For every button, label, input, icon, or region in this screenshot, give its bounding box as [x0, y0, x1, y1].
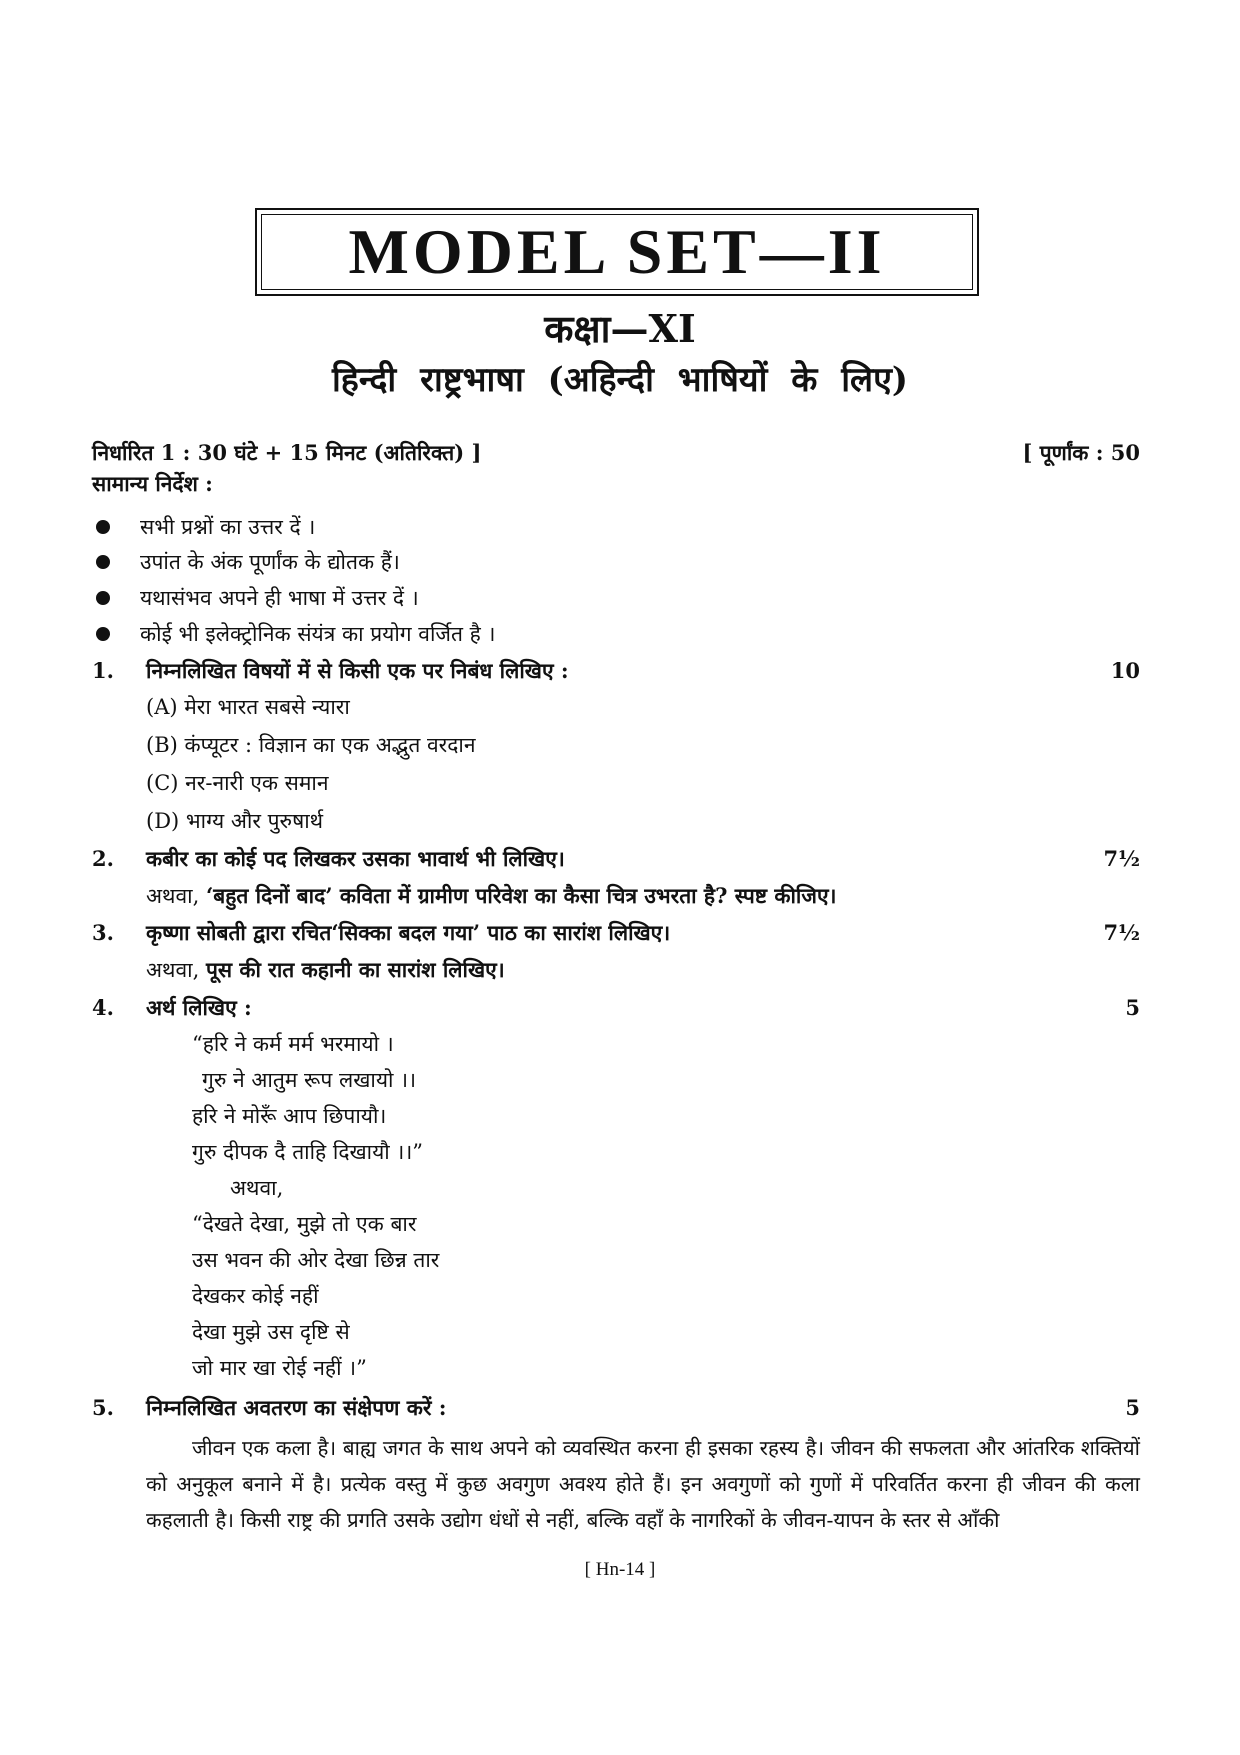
- question-3-text: कृष्णा सोबती द्वारा रचित‘सिक्का बदल गया’ पाठ का सारांश लिखिए।: [146, 920, 671, 945]
- bullet-icon: [96, 520, 110, 534]
- exam-page: MODEL SET—II कक्षा—XI हिन्दी राष्ट्रभाषा (अहिन्दी भाषियों के लिए) निर्धारित 1 : 30 घंटे + 15 मिनट (अतिरिक्त) ] [ पूर्णांक : 50 सामान्य निर्देश : सभी प्रश्नों का उत्तर दें । उपांत के अंक पूर्णांक के द्योतक हैं। यथासंभव अपने ही भाषा में उत्तर दें । कोई भी इलेक्ट्रोनिक संयंत्र का प्रयोग वर्जित है । 1. निम्नलिखित विषयों में से किसी एक पर निबंध लिखिए : 10 (A) मेरा भारत सबसे न्यारा (B) कंप्यूटर : विज्ञान का एक अद्भुत वरदान (C) नर-नारी एक समान (D) भाग्य और पुरुषार्थ 2. कबीर का कोई पद लिखकर उसका भावार्थ भी लिखिए। 7½ अथवा, ‘बहुत दिनों बाद’ कविता में ग्रामीण परिवेश का कैसा चित्र उभरता है? स्पष्ट कीजिए। 3. कृष्णा सोबती द्वारा रचित‘सिक्का बदल गया’ पाठ का सारांश लिखिए। 7½ अथवा, पूस की रात कहानी का सारांश लिखिए। 4. अर्थ लिखिए : 5 “हरि ने कर्म मर्म भरमायो । गुरु ने आतुम रूप लखायो ।। हरि ने मोरूँ आप छिपायौ। गुरु दीपक दै ताहि दिखायौ ।।” अथवा, “देखते देखा, मुझे तो एक बार उस भवन की ओर देखा छिन्न तार देखकर कोई नहीं देखा मुझे उस दृष्टि से जो मार खा रोई नहीं ।” 5. निम्नलिखित अवतरण का संक्षेपण करें : 5 जीवन एक कला है। बाह्य जगत के साथ अपने को व्यवस्थित करना ही इसका रहस्य है। जीवन की सफलता और आंतरिक शक्तियों को अनुकूल बनाने में है। प्रत्येक वस्तु में कुछ अवगुण अवश्य होते हैं। इन अवगुणों को गुणों में परिवर्तित करना ही जीवन की कला कहलाती है। किसी राष्ट्र की प्रगति उसके उद्योग धंधों से नहीं, बल्कि वहाँ के नागरिकों के जीवन-यापन के स्तर से आँकी [ Hn-14 ]: [0, 0, 1240, 1755]
- question-3-marks: 7½: [1103, 920, 1140, 945]
- question-number: 1.: [92, 658, 114, 683]
- time-allowed: निर्धारित 1 : 30 घंटे + 15 मिनट (अतिरिक्त) ]: [92, 440, 482, 465]
- question-number: 4.: [92, 995, 114, 1020]
- question-number: 5.: [92, 1395, 114, 1420]
- page-footer: [ Hn-14 ]: [584, 1559, 656, 1580]
- poem-line: गुरु ने आतुम रूप लखायो ।।: [202, 1068, 417, 1092]
- poem-line: जो मार खा रोई नहीं ।”: [192, 1356, 367, 1380]
- page-title: MODEL SET—II: [348, 216, 886, 287]
- class-heading: कक्षा—XI: [544, 306, 696, 351]
- subject-heading: हिन्दी राष्ट्रभाषा (अहिन्दी भाषियों के लिए): [332, 360, 908, 400]
- summary-passage: जीवन एक कला है। बाह्य जगत के साथ अपने को व्यवस्थित करना ही इसका रहस्य है। जीवन की सफलता और आंतरिक शक्तियों को अनुकूल बनाने में है। प्रत्येक वस्तु में कुछ अवगुण अवश्य होते हैं। इन अवगुणों को गुणों में परिवर्तित करना ही जीवन की कला कहलाती है। किसी राष्ट्र की प्रगति उसके उद्योग धंधों से नहीं, बल्कि वहाँ के नागरिकों के जीवन-यापन के स्तर से आँकी: [146, 1436, 1140, 1532]
- title-box: [255, 208, 979, 296]
- bullet-icon: [96, 627, 110, 641]
- question-2-marks: 7½: [1103, 846, 1140, 871]
- poem-line: “देखते देखा, मुझे तो एक बार: [192, 1212, 417, 1236]
- question-5-text: निम्नलिखित अवतरण का संक्षेपण करें :: [146, 1395, 447, 1420]
- option-d: (D) भाग्य और पुरुषार्थ: [146, 809, 324, 833]
- alternative-label: अथवा,: [146, 884, 200, 908]
- poem-line: हरि ने मोरूँ आप छिपायौ।: [192, 1104, 387, 1128]
- question-2-text: कबीर का कोई पद लिखकर उसका भावार्थ भी लिखिए।: [146, 846, 565, 871]
- question-1-text: निम्नलिखित विषयों में से किसी एक पर निबंध लिखिए :: [146, 658, 569, 683]
- question-number: 2.: [92, 846, 114, 871]
- full-marks: [ पूर्णांक : 50: [1022, 440, 1140, 465]
- poem-line: देखा मुझे उस दृष्टि से: [192, 1320, 350, 1344]
- poem-line: “हरि ने कर्म मर्म भरमायो ।: [192, 1032, 394, 1056]
- option-a: (A) मेरा भारत सबसे न्यारा: [146, 695, 350, 719]
- question-4-marks: 5: [1125, 995, 1140, 1020]
- question-number: 3.: [92, 920, 114, 945]
- alternative-text: ‘बहुत दिनों बाद’ कविता में ग्रामीण परिवेश का कैसा चित्र उभरता है? स्पष्ट कीजिए।: [205, 883, 837, 908]
- question-1-marks: 10: [1110, 658, 1140, 683]
- question-4-text: अर्थ लिखिए :: [146, 995, 252, 1020]
- option-c: (C) नर-नारी एक समान: [146, 771, 329, 795]
- option-b: (B) कंप्यूटर : विज्ञान का एक अद्भुत वरदान: [146, 733, 476, 757]
- poem-line: उस भवन की ओर देखा छिन्न तार: [192, 1248, 440, 1272]
- question-5-marks: 5: [1125, 1395, 1140, 1420]
- alternative-text: पूस की रात कहानी का सारांश लिखिए।: [205, 957, 505, 982]
- time-marks-row: [92, 438, 1140, 468]
- question-3-alternative: [146, 955, 505, 985]
- poem-or-label: अथवा,: [230, 1176, 284, 1200]
- poem-line: देखकर कोई नहीं: [192, 1284, 319, 1308]
- bullet-icon: [96, 591, 110, 605]
- bullet-icon: [96, 555, 110, 569]
- instructions-heading: सामान्य निर्देश :: [92, 471, 213, 496]
- question-2-alternative: [146, 881, 837, 911]
- alternative-label: अथवा,: [146, 958, 200, 982]
- poem-line: गुरु दीपक दै ताहि दिखायौ ।।”: [192, 1140, 424, 1164]
